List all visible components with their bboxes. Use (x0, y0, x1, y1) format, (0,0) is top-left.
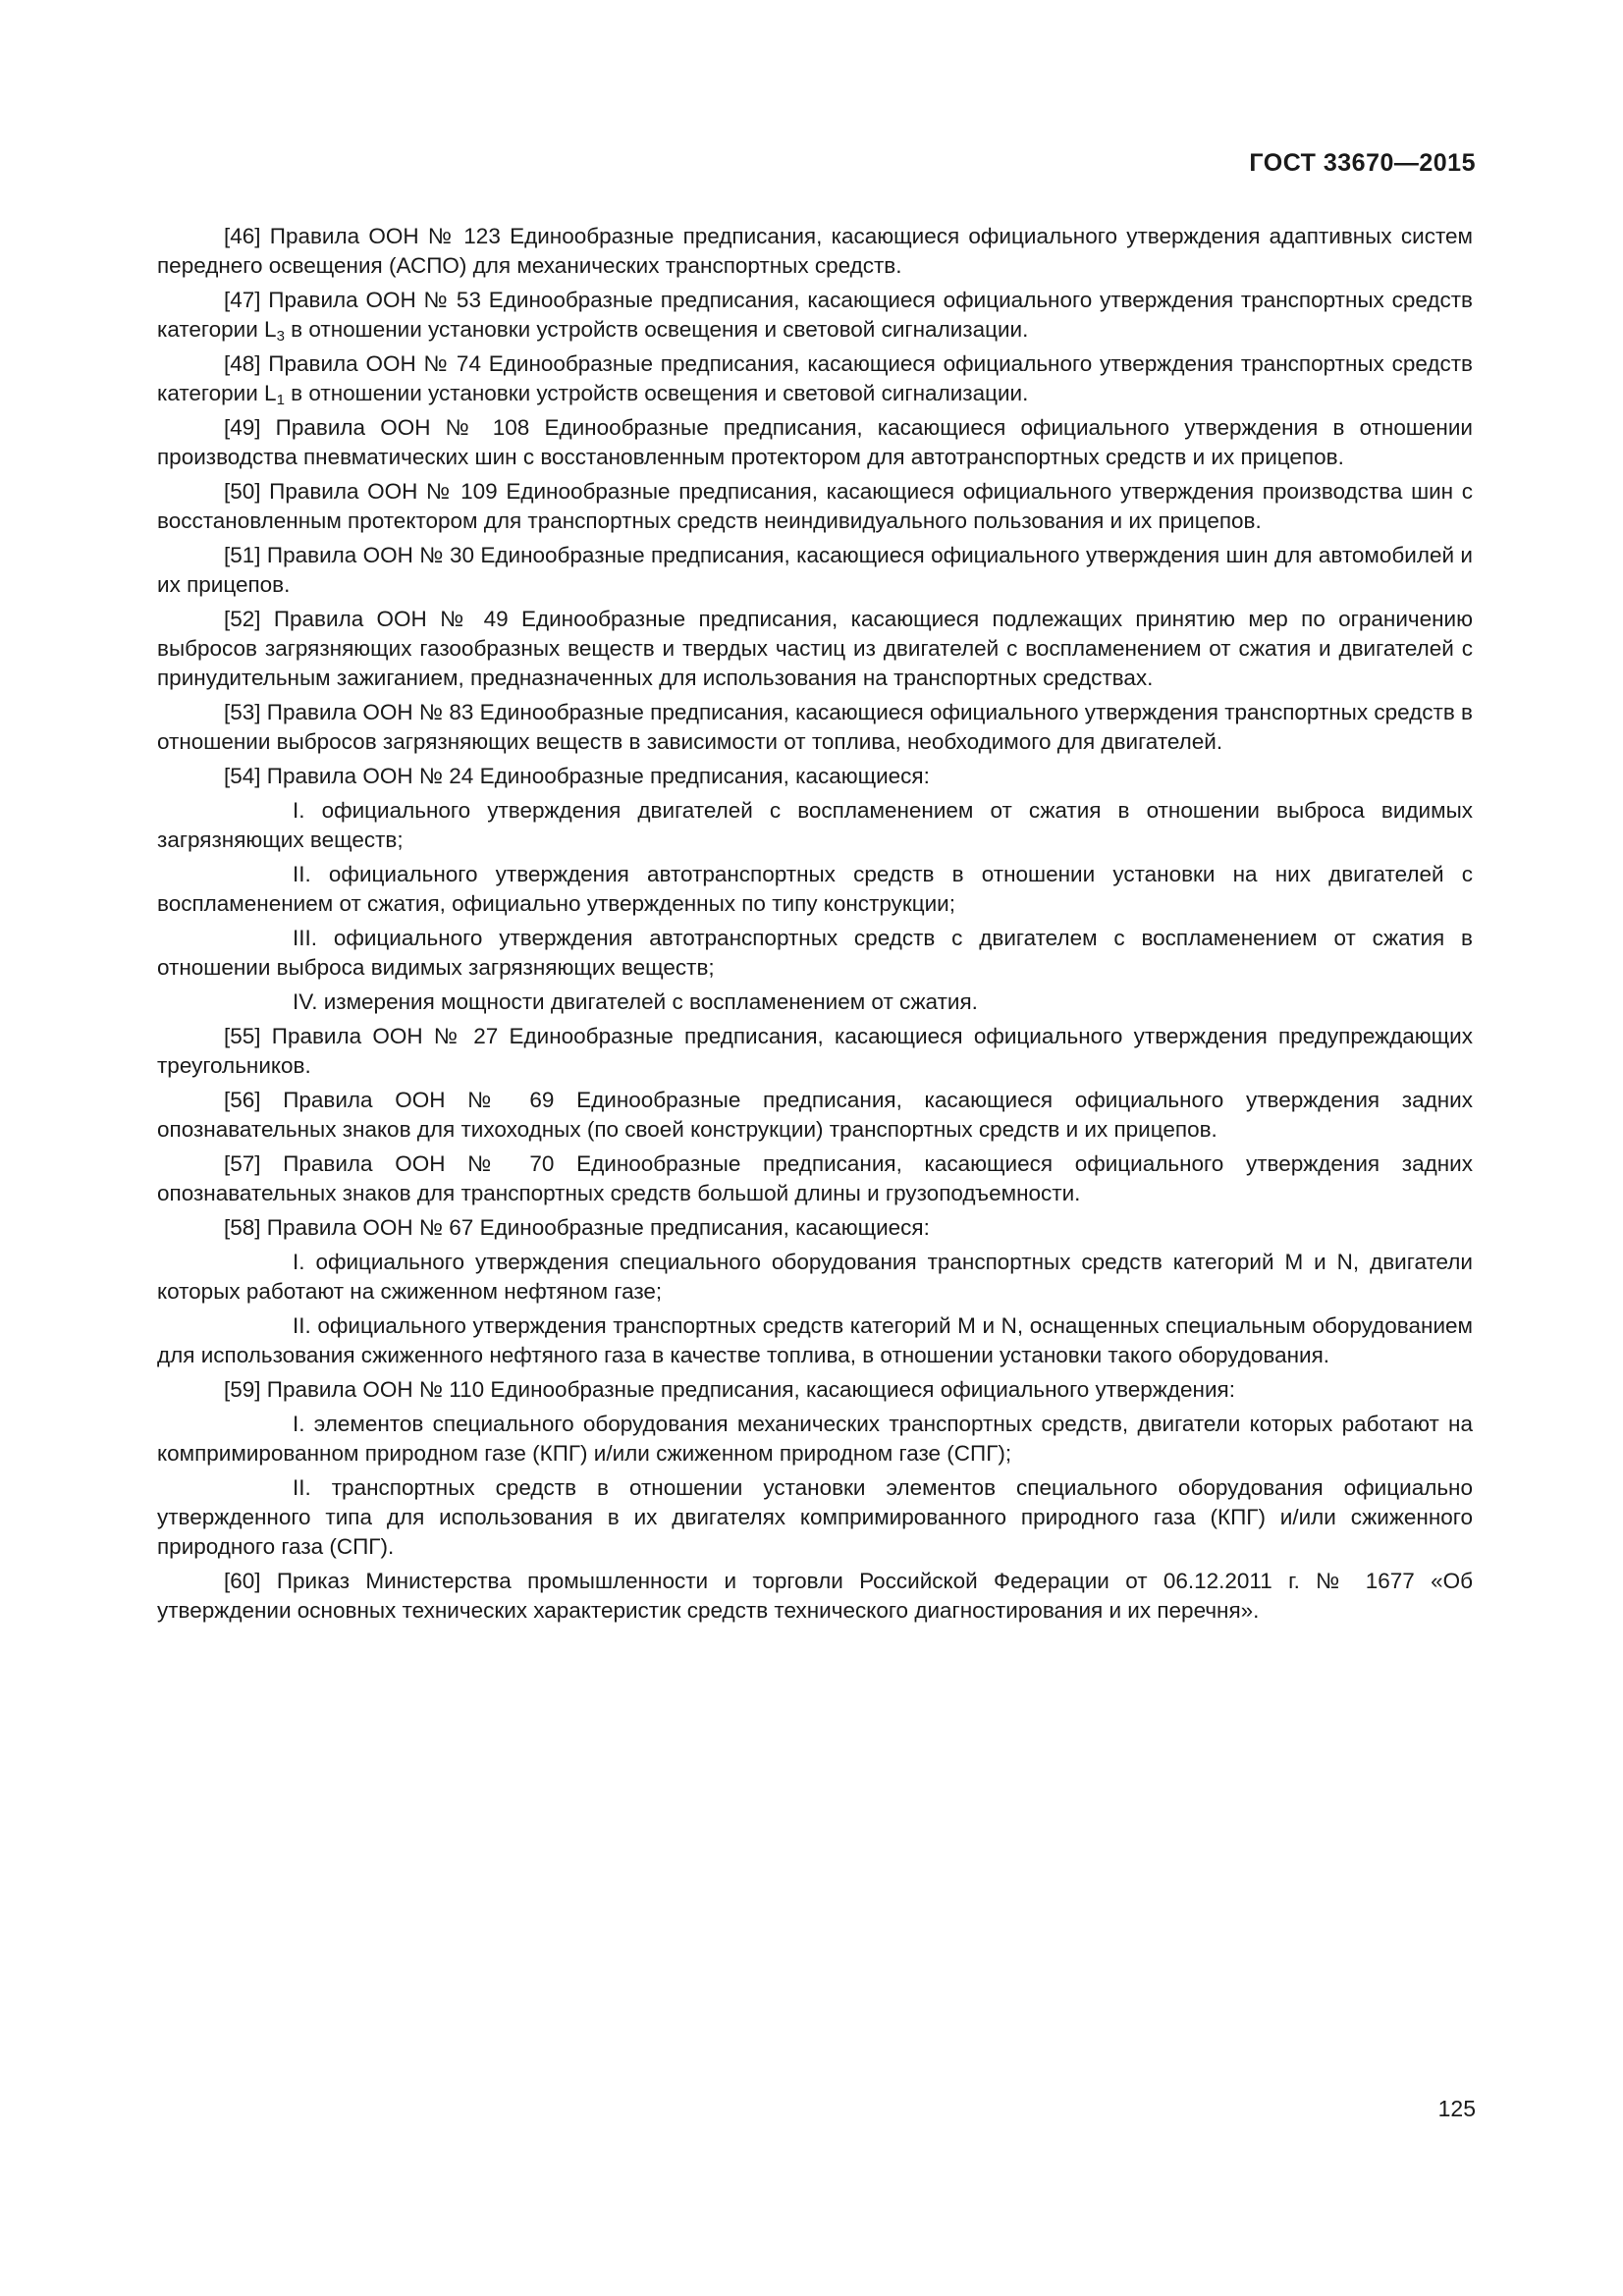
reference-59-item-2: II. транспортных средств в отношении установки элементов специального оборудования официально утвержденного типа для использования в их двигателях компримированного природного газа (КПГ) и/или сжиженного природного газа (СПГ). (157, 1475, 1473, 1559)
reference-60: [60] Приказ Министерства промышленности и торговли Российской Федерации от 06.12.2011 г. № 1677 «Об утверждении основных технических характеристик средств технического диагностирования и их перечня». (157, 1569, 1473, 1623)
reference-55: [55] Правила ООН № 27 Единообразные предписания, касающиеся официального утверждения предупреждающих треугольников. (157, 1024, 1473, 1078)
reference-57: [57] Правила ООН № 70 Единообразные предписания, касающиеся официального утверждения задних опознавательных знаков для транспортных средств большой длины и грузоподъемности. (157, 1151, 1473, 1205)
reference-58-item-2: II. официального утверждения транспортных средств категорий M и N, оснащенных специальным оборудованием для использования сжиженного нефтяного газа в качестве топлива, в отношении установки такого оборудования. (157, 1313, 1473, 1367)
reference-51: [51] Правила ООН № 30 Единообразные предписания, касающиеся официального утверждения шин для автомобилей и их прицепов. (157, 543, 1473, 597)
reference-47-subscript: 3 (276, 328, 285, 345)
reference-48-text-b: в отношении установки устройств освещения и световой сигнализации. (284, 381, 1029, 405)
page-number: 125 (1437, 2096, 1476, 2121)
reference-59: [59] Правила ООН № 110 Единообразные предписания, касающиеся официального утверждения: (224, 1377, 1235, 1402)
reference-56: [56] Правила ООН № 69 Единообразные предписания, касающиеся официального утверждения задних опознавательных знаков для тихоходных (по своей конструкции) транспортных средств и их прицепов. (157, 1088, 1473, 1142)
reference-54: [54] Правила ООН № 24 Единообразные предписания, касающиеся: (224, 764, 930, 788)
reference-47-text-b: в отношении установки устройств освещения и световой сигнализации. (284, 317, 1029, 342)
reference-47-text-a: [47] Правила ООН № 53 Единообразные предписания, касающиеся официального утверждения транспортных средств категории L (157, 288, 1473, 342)
bibliography-list (157, 222, 1473, 1630)
reference-54-item-4: IV. измерения мощности двигателей с воспламенением от сжатия. (293, 989, 978, 1014)
reference-54-item-2: II. официального утверждения автотранспортных средств в отношении установки на них двигателей с воспламенением от сжатия, официально утвержденных по типу конструкции; (157, 862, 1473, 916)
document-code-header: ГОСТ 33670—2015 (1249, 149, 1476, 177)
reference-48-text-a: [48] Правила ООН № 74 Единообразные предписания, касающиеся официального утверждения транспортных средств категории L (157, 351, 1473, 405)
reference-54-item-3: III. официального утверждения автотранспортных средств с двигателем с воспламенением от сжатия в отношении выброса видимых загрязняющих веществ; (157, 926, 1473, 980)
reference-54-item-1: I. официального утверждения двигателей с воспламенением от сжатия в отношении выброса видимых загрязняющих веществ; (157, 798, 1473, 852)
reference-49: [49] Правила ООН № 108 Единообразные предписания, касающиеся официального утверждения в отношении производства пневматических шин с восстановленным протектором для автотранспортных средств и их прицепов. (157, 415, 1473, 469)
reference-50: [50] Правила ООН № 109 Единообразные предписания, касающиеся официального утверждения производства шин с восстановленным протектором для транспортных средств неиндивидуального пользования и их прицепов. (157, 479, 1473, 533)
reference-48 (157, 349, 1473, 408)
reference-58: [58] Правила ООН № 67 Единообразные предписания, касающиеся: (224, 1215, 930, 1240)
reference-46: [46] Правила ООН № 123 Единообразные предписания, касающиеся официального утверждения адаптивных систем переднего освещения (АСПО) для механических транспортных средств. (157, 224, 1473, 278)
reference-59-item-1: I. элементов специального оборудования механических транспортных средств, двигатели которых работают на компримированном природном газе (КПГ) и/или сжиженном природном газе (СПГ); (157, 1412, 1473, 1466)
reference-48-subscript: 1 (276, 392, 285, 408)
reference-47 (157, 286, 1473, 345)
reference-52: [52] Правила ООН № 49 Единообразные предписания, касающиеся подлежащих принятию мер по ограничению выбросов загрязняющих газообразных веществ и твердых частиц из двигателей с воспламенением от сжатия и двигателей с принудительным зажиганием, предназначенных для использования на транспортных средствах. (157, 607, 1473, 690)
reference-58-item-1: I. официального утверждения специального оборудования транспортных средств категорий M и N, двигатели которых работают на сжиженном нефтяном газе; (157, 1250, 1473, 1304)
reference-53: [53] Правила ООН № 83 Единообразные предписания, касающиеся официального утверждения транспортных средств в отношении выбросов загрязняющих веществ в зависимости от топлива, необходимого для двигателей. (157, 700, 1473, 754)
